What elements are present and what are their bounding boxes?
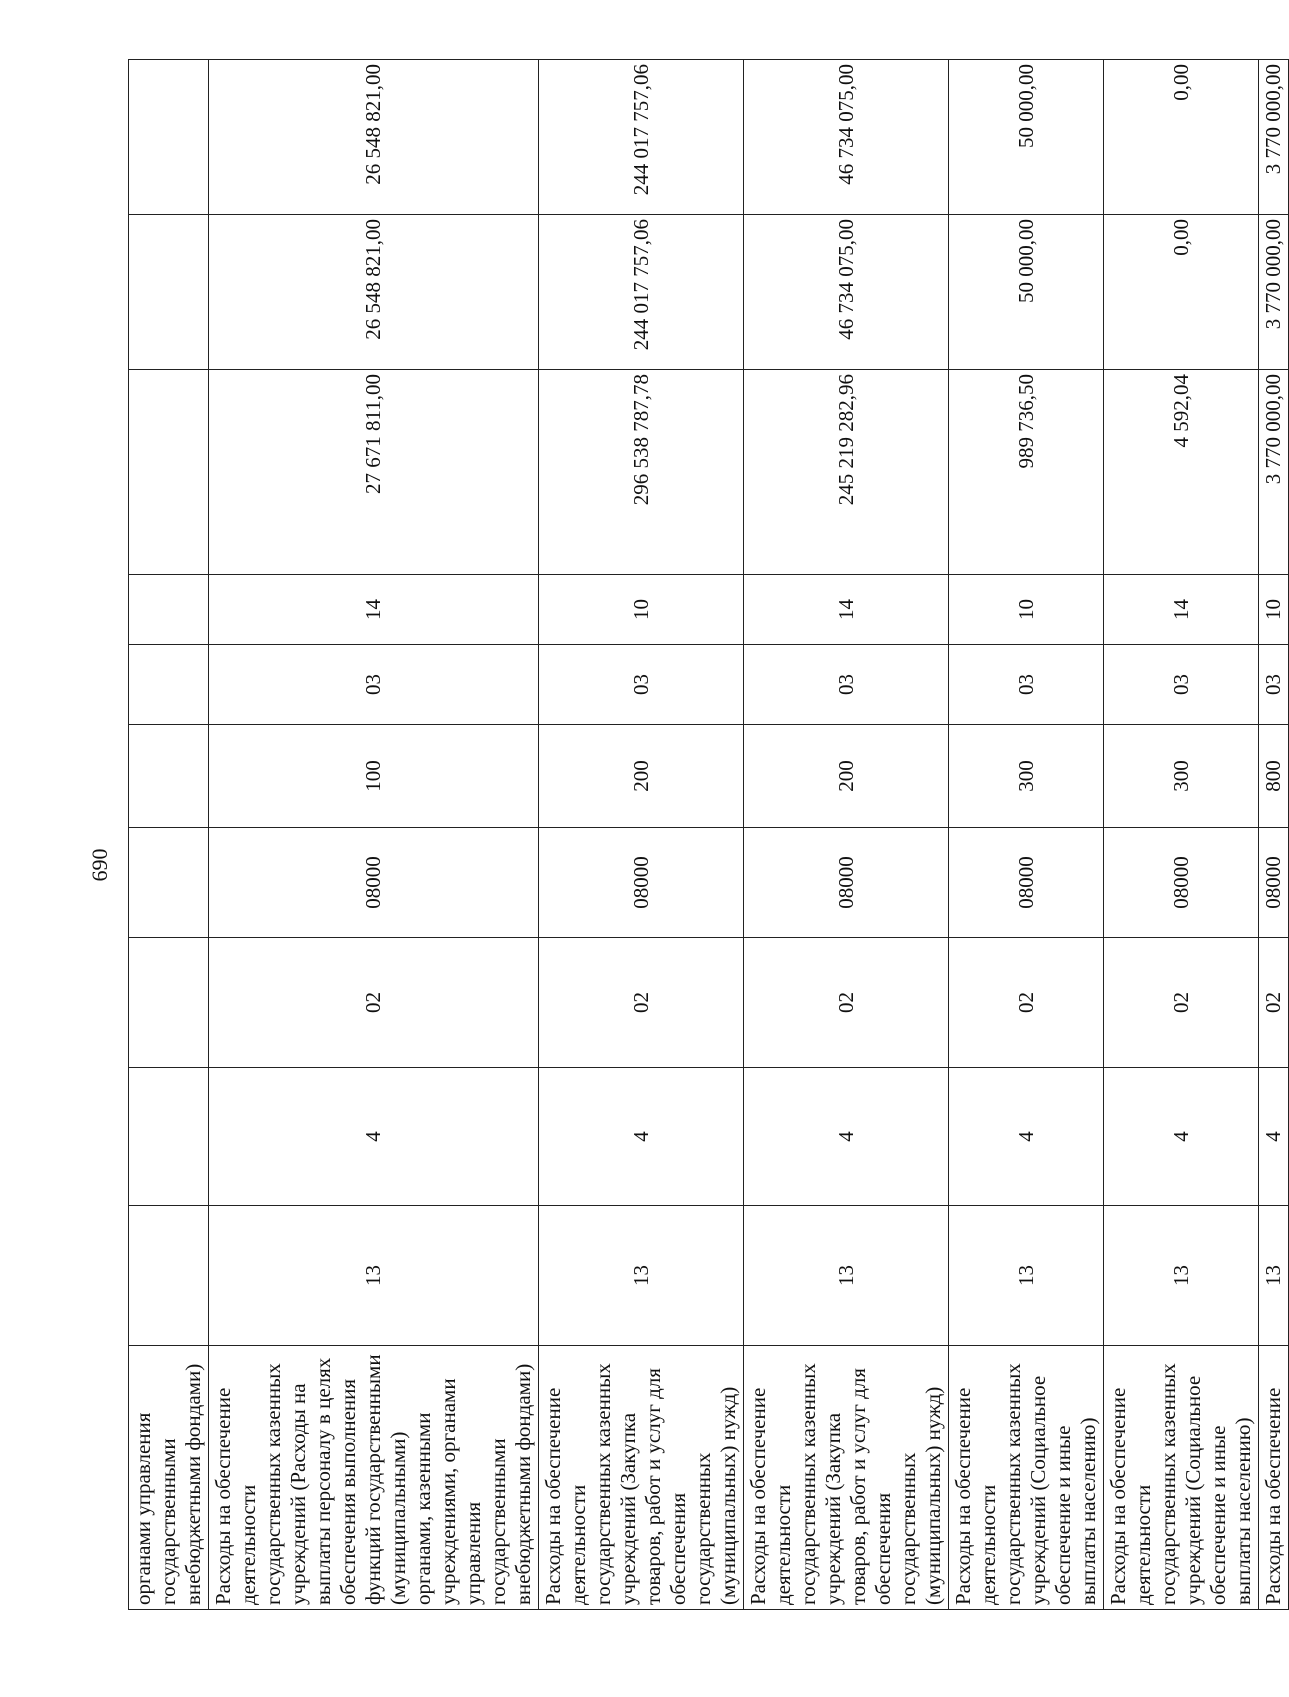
code-4: 08000 [949, 828, 1104, 938]
amount-1: 3 770 000,00 [1259, 370, 1289, 575]
code-1: 13 [949, 1206, 1104, 1346]
row-description: органами управления государственными внебюджетными фондами) [129, 1346, 209, 1610]
amount-1: 989 736,50 [949, 370, 1104, 575]
row-description: Расходы на обеспечение деятельности государственных казенных учреждений (Социальное обеспечение и иные выплаты населению) [949, 1346, 1104, 1610]
amount-1 [129, 370, 209, 575]
code-5 [129, 725, 209, 828]
code-1: 13 [539, 1206, 744, 1346]
code-7: 10 [949, 575, 1104, 645]
code-1: 13 [209, 1206, 539, 1346]
amount-1: 296 538 787,78 [539, 370, 744, 575]
code-3: 02 [1104, 938, 1259, 1068]
code-5: 100 [209, 725, 539, 828]
code-6: 03 [1259, 645, 1289, 725]
code-7: 10 [1259, 575, 1289, 645]
amount-2: 26 548 821,00 [209, 215, 539, 370]
code-6: 03 [1104, 645, 1259, 725]
code-2 [129, 1068, 209, 1206]
code-7: 10 [539, 575, 744, 645]
code-7: 14 [1104, 575, 1259, 645]
row-description: Расходы на обеспечение деятельности государственных казенных учреждений (Расходы на выплаты персоналу в целях обеспечения выполнения функций государственными (муниципальными) органами, казенными учреждениями, органами управления государственными внебюджетными фондами) [209, 1346, 539, 1610]
amount-3: 26 548 821,00 [209, 60, 539, 215]
code-4 [129, 828, 209, 938]
row-description: Расходы на обеспечение деятельности государственных казенных учреждений (Закупка товаров, работ и услуг для обеспечения государственных (муниципальных) нужд) [744, 1346, 949, 1610]
row-description: Расходы на обеспечение деятельности государственных казенных учреждений (Закупка товаров, работ и услуг для обеспечения государственных (муниципальных) нужд) [539, 1346, 744, 1610]
code-7: 14 [209, 575, 539, 645]
amount-3: 0,00 [1104, 60, 1259, 215]
code-4: 08000 [539, 828, 744, 938]
rotated-table-wrapper [128, 60, 1285, 1610]
amount-1: 245 219 282,96 [744, 370, 949, 575]
amount-2: 244 017 757,06 [539, 215, 744, 370]
code-7 [129, 575, 209, 645]
amount-2: 46 734 075,00 [744, 215, 949, 370]
code-6: 03 [539, 645, 744, 725]
budget-table [128, 59, 1289, 1610]
code-5: 800 [1259, 725, 1289, 828]
amount-3: 46 734 075,00 [744, 60, 949, 215]
code-2: 4 [539, 1068, 744, 1206]
code-3: 02 [539, 938, 744, 1068]
code-3: 02 [949, 938, 1104, 1068]
table-row [539, 60, 744, 1610]
code-2: 4 [1259, 1068, 1289, 1206]
code-3: 02 [1259, 938, 1289, 1068]
page-number: 690 [87, 848, 112, 882]
code-3: 02 [744, 938, 949, 1068]
code-4: 08000 [744, 828, 949, 938]
code-2: 4 [209, 1068, 539, 1206]
code-5: 200 [744, 725, 949, 828]
table-row [949, 60, 1104, 1610]
code-6: 03 [949, 645, 1104, 725]
code-1 [129, 1206, 209, 1346]
code-3: 02 [209, 938, 539, 1068]
code-1: 13 [744, 1206, 949, 1346]
row-description: Расходы на обеспечение деятельности государственных казенных учреждений (Социальное обеспечение и иные выплаты населению) [1104, 1346, 1259, 1610]
code-1: 13 [1104, 1206, 1259, 1346]
code-2: 4 [949, 1068, 1104, 1206]
code-1: 13 [1259, 1206, 1289, 1346]
code-5: 300 [949, 725, 1104, 828]
amount-2: 50 000,00 [949, 215, 1104, 370]
amount-1: 27 671 811,00 [209, 370, 539, 575]
amount-2: 0,00 [1104, 215, 1259, 370]
amount-2 [129, 215, 209, 370]
code-3 [129, 938, 209, 1068]
amount-2: 3 770 000,00 [1259, 215, 1289, 370]
row-description: Расходы на обеспечение [1259, 1346, 1289, 1610]
table-row [129, 60, 209, 1610]
code-2: 4 [1104, 1068, 1259, 1206]
amount-3 [129, 60, 209, 215]
code-5: 200 [539, 725, 744, 828]
code-4: 08000 [1104, 828, 1259, 938]
code-2: 4 [744, 1068, 949, 1206]
code-6: 03 [744, 645, 949, 725]
code-7: 14 [744, 575, 949, 645]
table-row [1259, 60, 1289, 1610]
table-row [209, 60, 539, 1610]
code-4: 08000 [1259, 828, 1289, 938]
amount-3: 244 017 757,06 [539, 60, 744, 215]
table-row [1104, 60, 1259, 1610]
amount-3: 50 000,00 [949, 60, 1104, 215]
code-4: 08000 [209, 828, 539, 938]
amount-1: 4 592,04 [1104, 370, 1259, 575]
code-6: 03 [209, 645, 539, 725]
code-5: 300 [1104, 725, 1259, 828]
amount-3: 3 770 000,00 [1259, 60, 1289, 215]
code-6 [129, 645, 209, 725]
table-row [744, 60, 949, 1610]
